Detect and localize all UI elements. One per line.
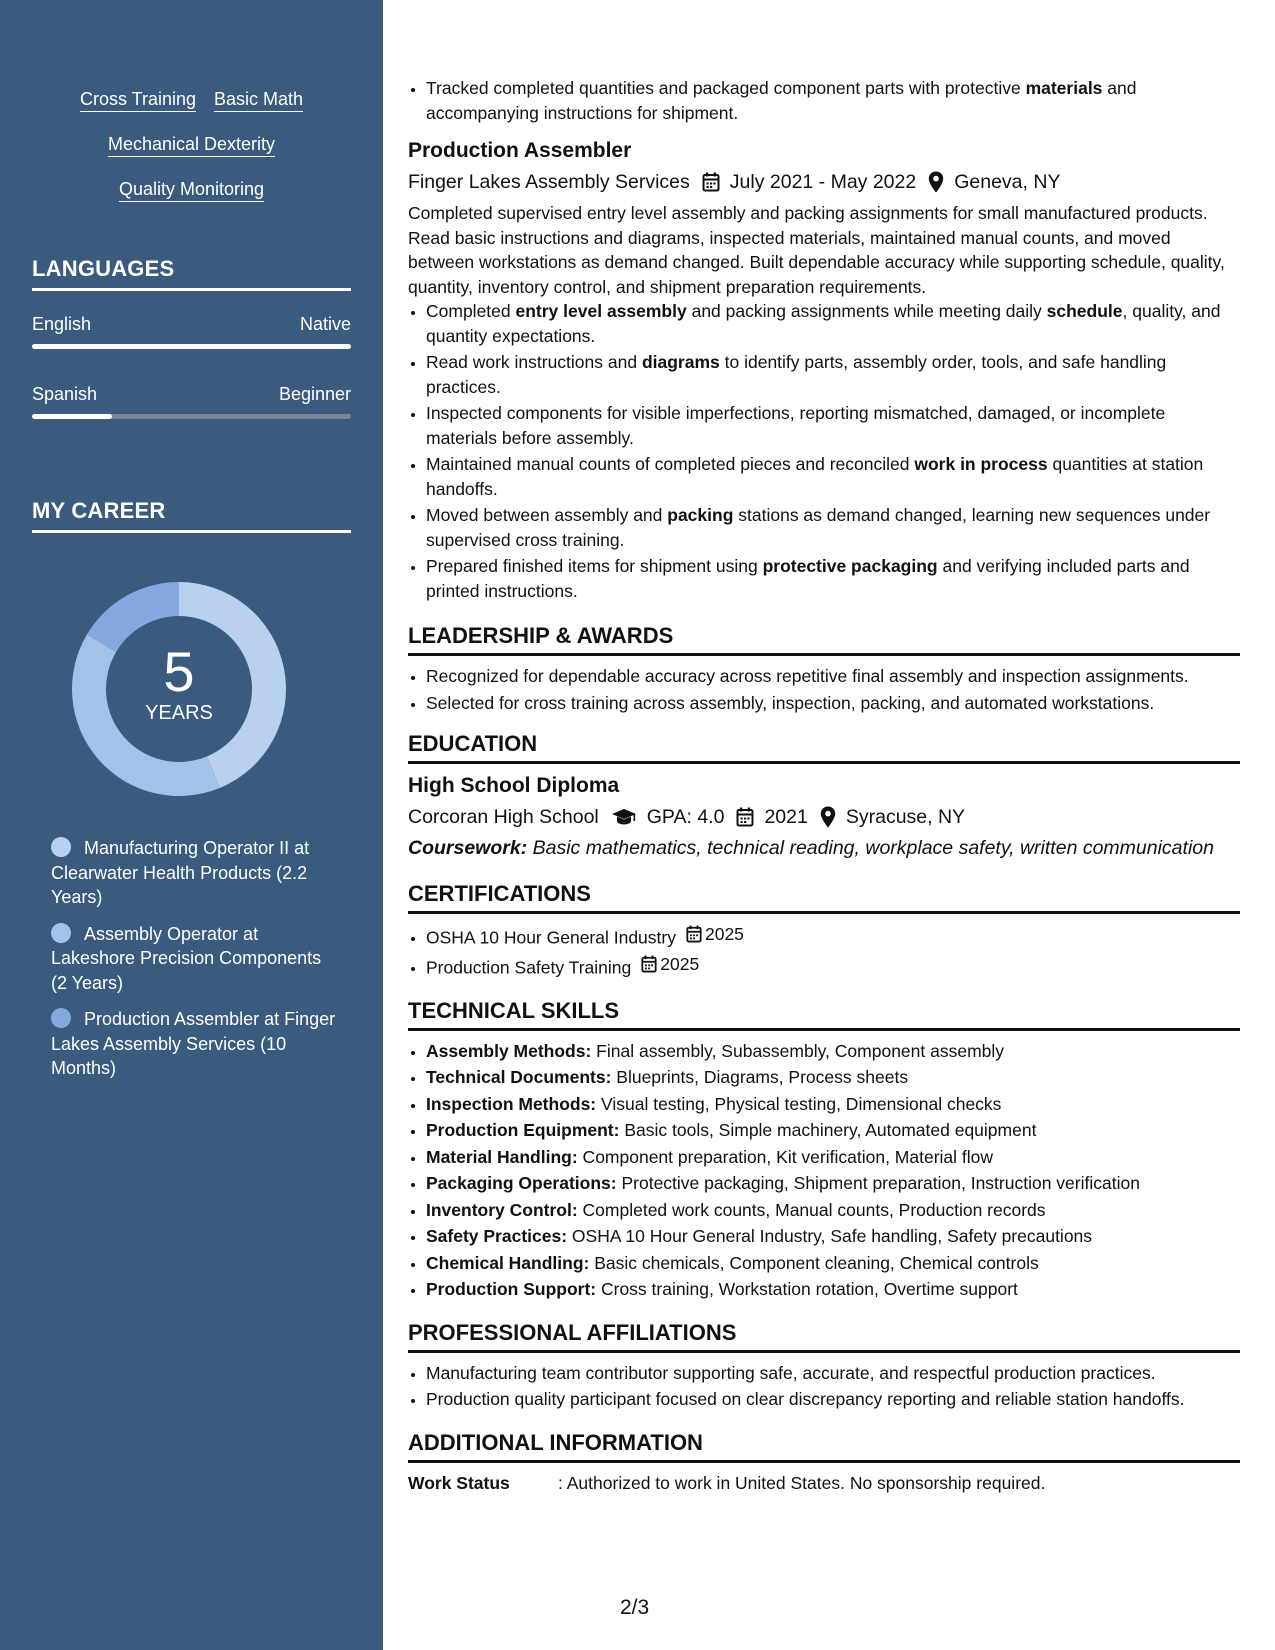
career-dot-icon <box>51 1008 71 1028</box>
section-heading-certifications: CERTIFICATIONS <box>408 879 1240 914</box>
job-title: Production Assembler <box>408 139 632 162</box>
list-item: • Material Handling: Component preparation, Kit verification, Material flow <box>426 1145 1240 1170</box>
job-bullets <box>408 299 1240 603</box>
list-item: • Read work instructions and diagrams to identify parts, assembly order, tools, and safe handling practices. <box>426 350 1240 399</box>
list-item: • Safety Practices: OSHA 10 Hour General Industry, Safe handling, Safety precautions <box>426 1224 1240 1249</box>
coursework-text: Basic mathematics, technical reading, workplace safety, written communication <box>527 837 1214 859</box>
leadership-list <box>408 664 1240 715</box>
career-item-text: Assembly Operator at Lakeshore Precision Components (2 Years) <box>51 923 322 993</box>
work-status-value: : Authorized to work in United States. No sponsorship required. <box>558 1472 1046 1493</box>
graduation-year: 2021 <box>764 806 808 828</box>
list-item <box>426 952 1240 980</box>
list-item: • Recognized for dependable accuracy across repetitive final assembly and inspection assignments. <box>426 664 1240 689</box>
company-name: Finger Lakes Assembly Services <box>408 171 690 193</box>
page-number: 2/3 <box>620 1596 650 1619</box>
list-item: • Selected for cross training across assembly, inspection, packing, and automated workstations. <box>426 691 1240 716</box>
cert-year: 2025 <box>660 953 700 974</box>
language-row <box>32 384 351 405</box>
list-item: • Assembly Methods: Final assembly, Subassembly, Component assembly <box>426 1039 1240 1064</box>
list-item: • Chemical Handling: Basic chemicals, Component cleaning, Chemical controls <box>426 1251 1240 1276</box>
skill-row <box>0 178 383 202</box>
skill-tag: Mechanical Dexterity <box>108 133 275 157</box>
calendar-icon <box>736 807 754 827</box>
language-name: Spanish <box>32 384 98 404</box>
list-item: • Production quality participant focused on clear discrepancy reporting and reliable station handoffs. <box>426 1387 1240 1412</box>
job-summary: Completed supervised entry level assembly and packing assignments for small manufactured products. Read basic instructions and diagrams, inspected materials, maintained manual counts, and moved between workstations as demand changed. Built dependable accuracy while supporting schedule, quality, quantity, inventory control, and shipment preparation requirements. <box>408 203 1225 297</box>
career-item <box>51 1007 341 1081</box>
language-row <box>32 314 351 335</box>
coursework <box>408 836 1240 861</box>
section-heading-education: EDUCATION <box>408 729 1240 764</box>
language-name: English <box>32 314 92 334</box>
coursework-label: Coursework: <box>408 837 528 859</box>
cert-name: Production Safety Training <box>426 957 632 977</box>
list-item: • Inspected components for visible imperfections, reporting mismatched, damaged, or incomplete materials before assembly. <box>426 401 1240 450</box>
list-item: • Tracked completed quantities and packaged component parts with protective materials and accompanying instructions for shipment. <box>426 76 1240 125</box>
section-heading-leadership: LEADERSHIP & AWARDS <box>408 621 1240 656</box>
list-item <box>426 922 1240 950</box>
calendar-icon <box>641 955 657 973</box>
technical-skills-list <box>408 1039 1240 1302</box>
list-item: • Packaging Operations: Protective packaging, Shipment preparation, Instruction verification <box>426 1171 1240 1196</box>
skill-tag: Basic Math <box>214 88 303 112</box>
cert-name: OSHA 10 Hour General Industry <box>426 927 676 948</box>
job-location: Geneva, NY <box>954 171 1061 193</box>
career-total-unit: YEARS <box>145 702 213 724</box>
list-item: • Technical Documents: Blueprints, Diagrams, Process sheets <box>426 1065 1240 1090</box>
career-heading: MY CAREER <box>32 498 351 533</box>
list-item: • Moved between assembly and packing stations as demand changed, learning new sequences under supervised cross training. <box>426 503 1240 552</box>
skill-row <box>0 88 383 112</box>
work-status-row <box>408 1471 1240 1496</box>
calendar-icon <box>702 172 720 192</box>
career-item-text: Manufacturing Operator II at Clearwater Health Products (2.2 Years) <box>51 838 310 907</box>
career-dot-icon <box>51 923 71 943</box>
languages-heading: LANGUAGES <box>32 256 351 291</box>
language-level: Native <box>299 314 351 334</box>
career-donut-center <box>66 576 292 802</box>
career-donut <box>66 576 292 802</box>
sidebar <box>0 0 383 1650</box>
list-item: • Production Equipment: Basic tools, Simple machinery, Automated equipment <box>426 1118 1240 1143</box>
job-dates: July 2021 - May 2022 <box>729 171 917 193</box>
language-level: Beginner <box>278 384 351 404</box>
list-item: • Maintained manual counts of completed pieces and reconciled work in process quantities at station handoffs. <box>426 452 1240 501</box>
list-item: • Manufacturing team contributor supporting safe, accurate, and respectful production practices. <box>426 1361 1240 1386</box>
skill-tag: Quality Monitoring <box>119 178 264 202</box>
list-item: • Inventory Control: Completed work counts, Manual counts, Production records <box>426 1198 1240 1223</box>
career-dot-icon <box>51 837 71 857</box>
location-pin-icon <box>928 171 944 193</box>
job-meta <box>408 169 1240 195</box>
experience-continued-list <box>408 76 1240 125</box>
skill-row <box>0 133 383 157</box>
section-heading-additional: ADDITIONAL INFORMATION <box>408 1428 1240 1463</box>
career-item <box>51 922 341 996</box>
degree-title: High School Diploma <box>408 774 620 797</box>
affiliations-list <box>408 1361 1240 1412</box>
section-heading-affiliations: PROFESSIONAL AFFILIATIONS <box>408 1318 1240 1353</box>
list-item: • Completed entry level assembly and packing assignments while meeting daily schedule, quality, and quantity expectations. <box>426 299 1240 348</box>
career-item <box>51 836 341 910</box>
school-name: Corcoran High School <box>408 806 599 828</box>
education-meta <box>408 804 1240 830</box>
location-pin-icon <box>820 806 836 828</box>
skill-tag: Cross Training <box>80 88 196 112</box>
school-location: Syracuse, NY <box>845 806 966 828</box>
list-item: • Production Support: Cross training, Workstation rotation, Overtime support <box>426 1277 1240 1302</box>
section-heading-technical-skills: TECHNICAL SKILLS <box>408 996 1240 1031</box>
list-item: • Prepared finished items for shipment using protective packaging and verifying included parts and printed instructions. <box>426 554 1240 603</box>
language-bar <box>32 344 351 349</box>
career-total-years: 5 <box>163 640 195 703</box>
work-status-label: Work Status <box>408 1472 510 1493</box>
language-bar <box>32 414 351 419</box>
career-item-text: Production Assembler at Finger Lakes Assembly Services (10 Months) <box>51 1009 336 1078</box>
calendar-icon <box>686 925 702 943</box>
gpa: GPA: 4.0 <box>646 806 725 828</box>
graduation-cap-icon <box>611 808 637 826</box>
language-bar-fill <box>32 414 112 419</box>
cert-year: 2025 <box>704 924 744 944</box>
list-item: • Inspection Methods: Visual testing, Physical testing, Dimensional checks <box>426 1092 1240 1117</box>
certifications-list <box>408 922 1240 980</box>
career-list <box>51 836 341 1093</box>
language-bar-fill <box>32 344 351 349</box>
main-content <box>408 76 1240 1495</box>
